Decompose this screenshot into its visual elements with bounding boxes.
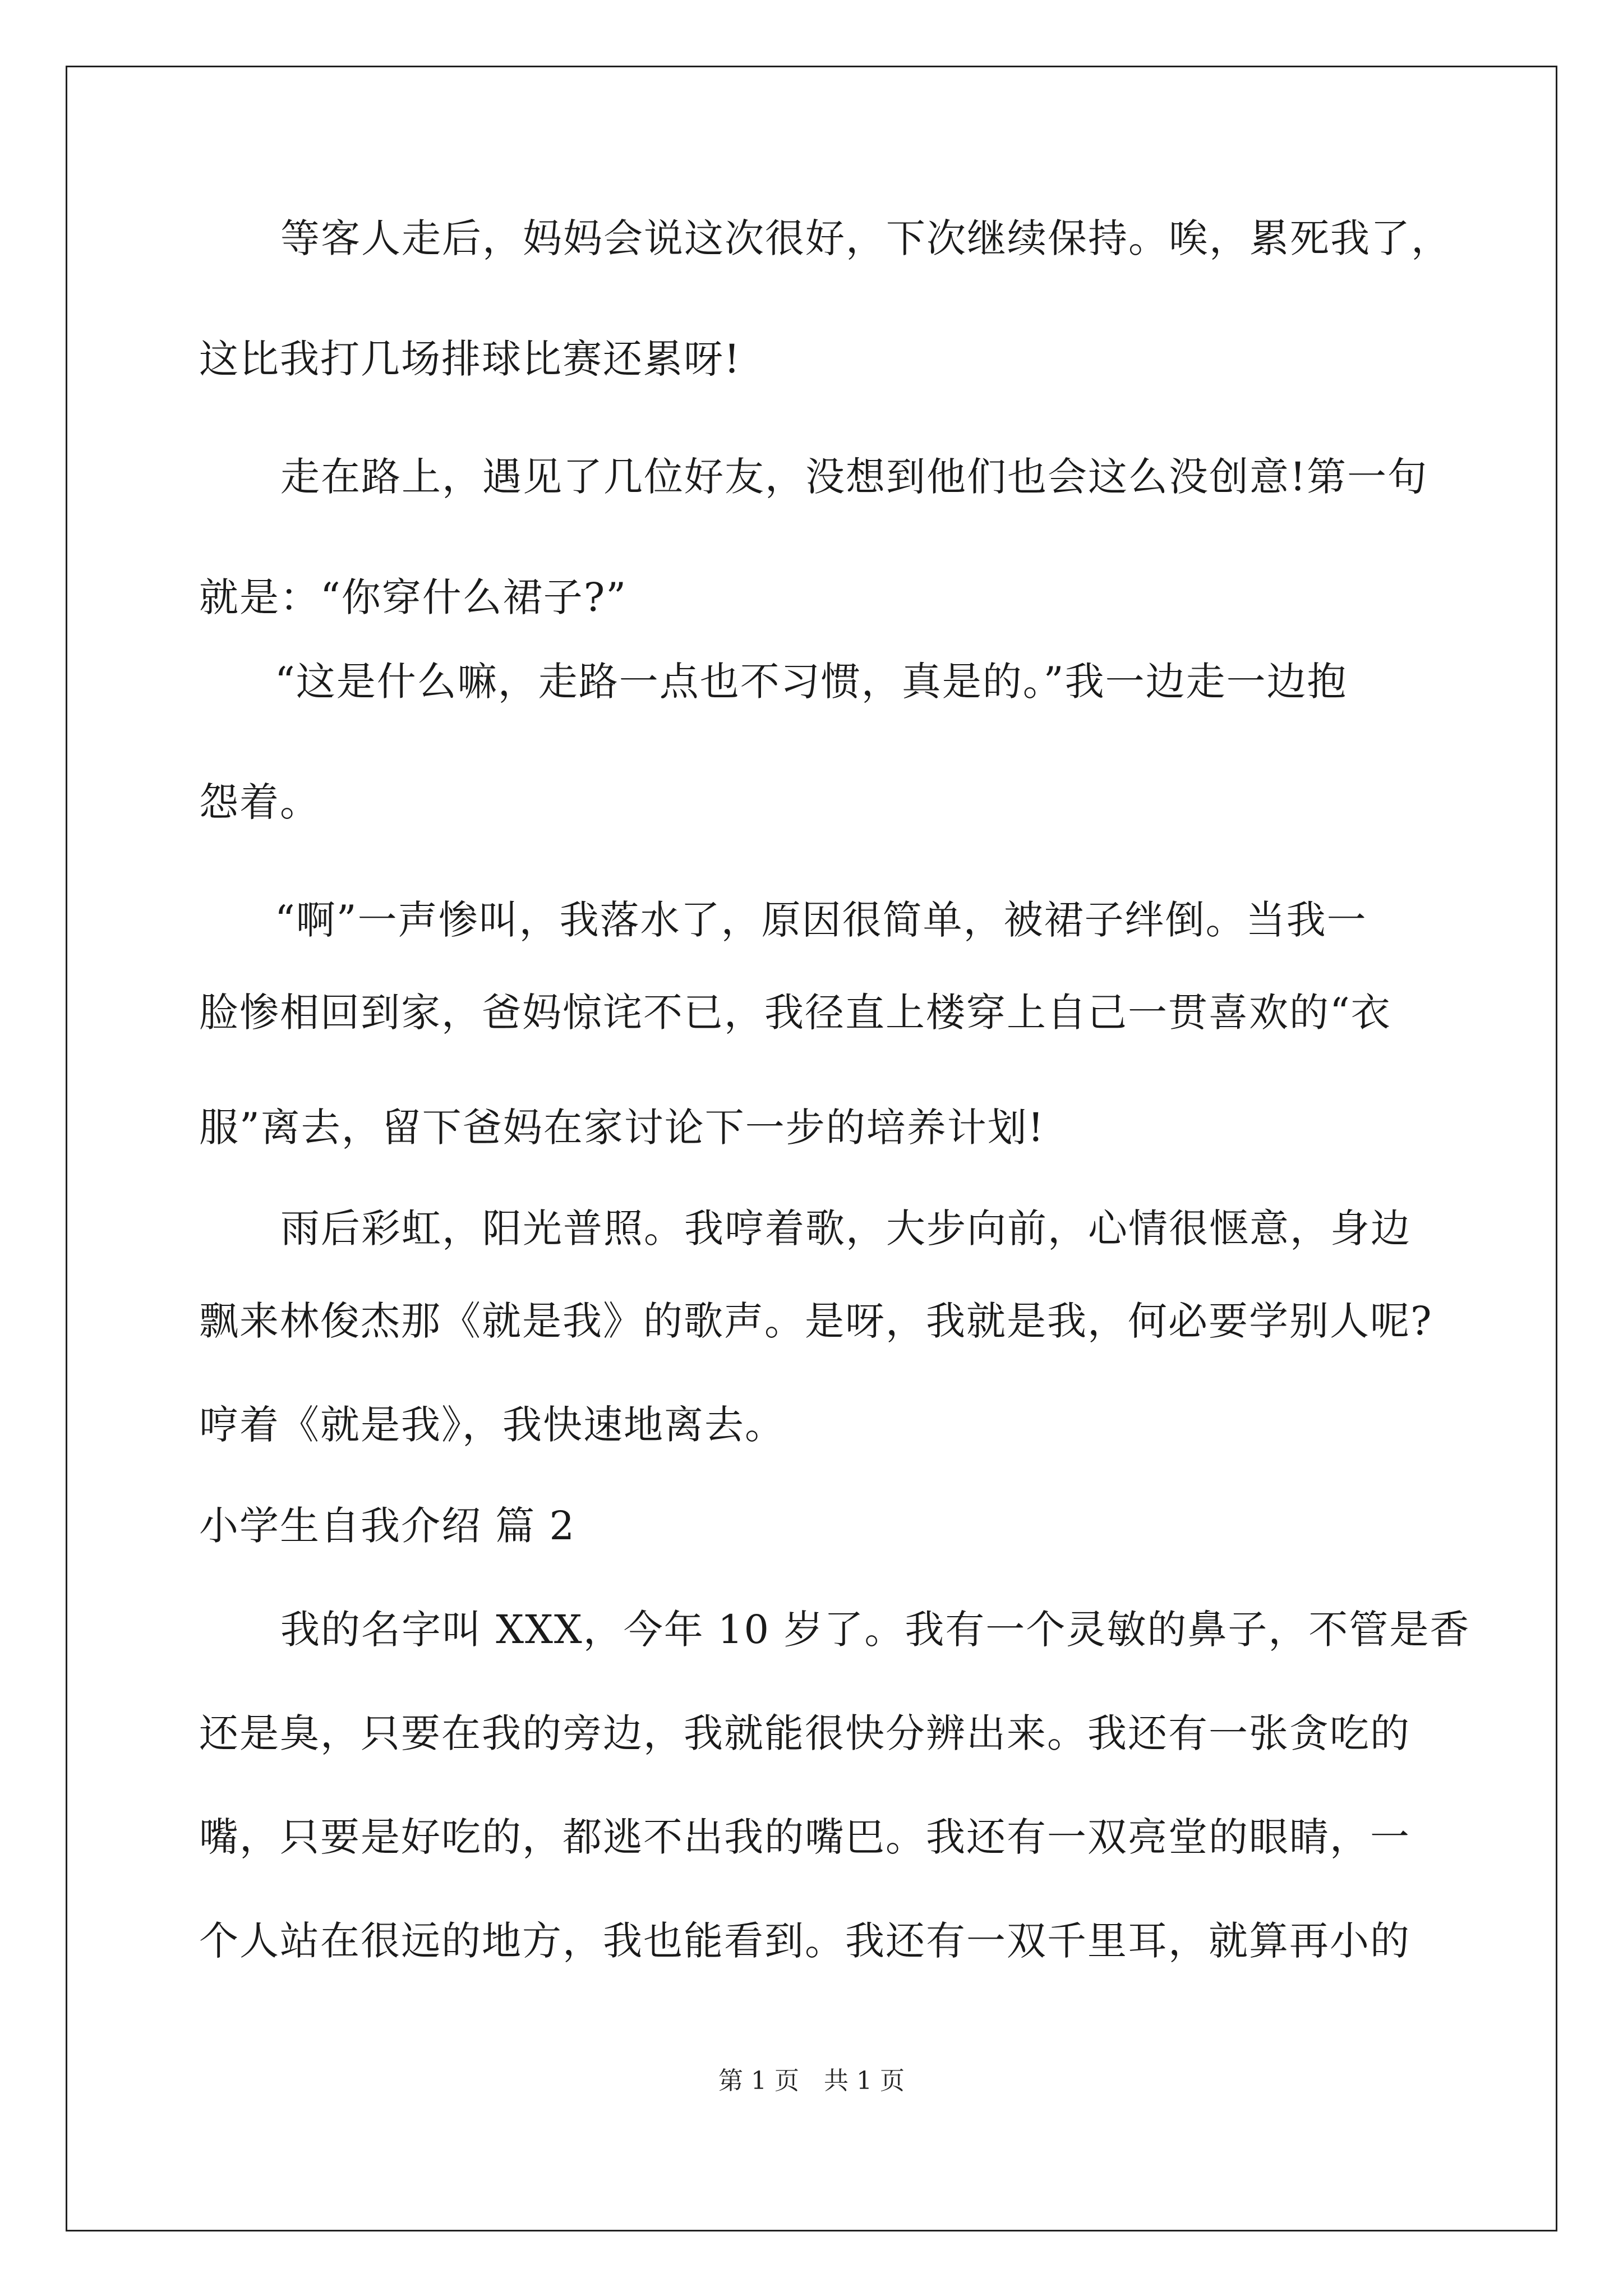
paragraph-line: 脸惨相回到家，爸妈惊诧不已，我径直上楼穿上自己一贯喜欢的“衣	[199, 990, 1391, 1036]
paragraph-line: 就是：“你穿什么裙子?”	[199, 574, 628, 620]
paragraph-line: 走在路上，遇见了几位好友，没想到他们也会这么没创意!第一句	[280, 454, 1428, 500]
paragraph-line: “啊”一声惨叫，我落水了，原因很简单，被裙子绊倒。当我一	[275, 897, 1367, 943]
paragraph-line: 我的名字叫 XXX，今年 10 岁了。我有一个灵敏的鼻子，不管是香	[280, 1607, 1470, 1653]
paragraph-line: 等客人走后，妈妈会说这次很好，下次继续保持。唉，累死我了，	[280, 215, 1451, 261]
paragraph-line: 哼着《就是我》，我快速地离去。	[199, 1402, 785, 1448]
paragraph-line: 个人站在很远的地方，我也能看到。我还有一双千里耳，就算再小的	[199, 1918, 1410, 1964]
paragraph-line: 怨着。	[199, 779, 320, 825]
paragraph-line: 雨后彩虹，阳光普照。我哼着歌，大步向前，心情很惬意，身边	[280, 1205, 1411, 1251]
page-footer: 第 1 页 共 1 页	[718, 2067, 905, 2095]
paragraph-line: 还是臭，只要在我的旁边，我就能很快分辨出来。我还有一张贪吃的	[199, 1710, 1410, 1756]
paragraph-line: 这比我打几场排球比赛还累呀!	[199, 336, 741, 382]
paragraph-line: 嘴，只要是好吃的，都逃不出我的嘴巴。我还有一双亮堂的眼睛，一	[199, 1814, 1410, 1860]
section-heading: 小学生自我介绍 篇 2	[199, 1503, 576, 1549]
paragraph-line: “这是什么嘛，走路一点也不习惯，真是的。”我一边走一边抱	[275, 659, 1348, 705]
paragraph-line: 服”离去，留下爸妈在家讨论下一步的培养计划!	[199, 1105, 1045, 1151]
paragraph-line: 飘来林俊杰那《就是我》的歌声。是呀，我就是我，何必要学别人呢?	[199, 1298, 1433, 1344]
